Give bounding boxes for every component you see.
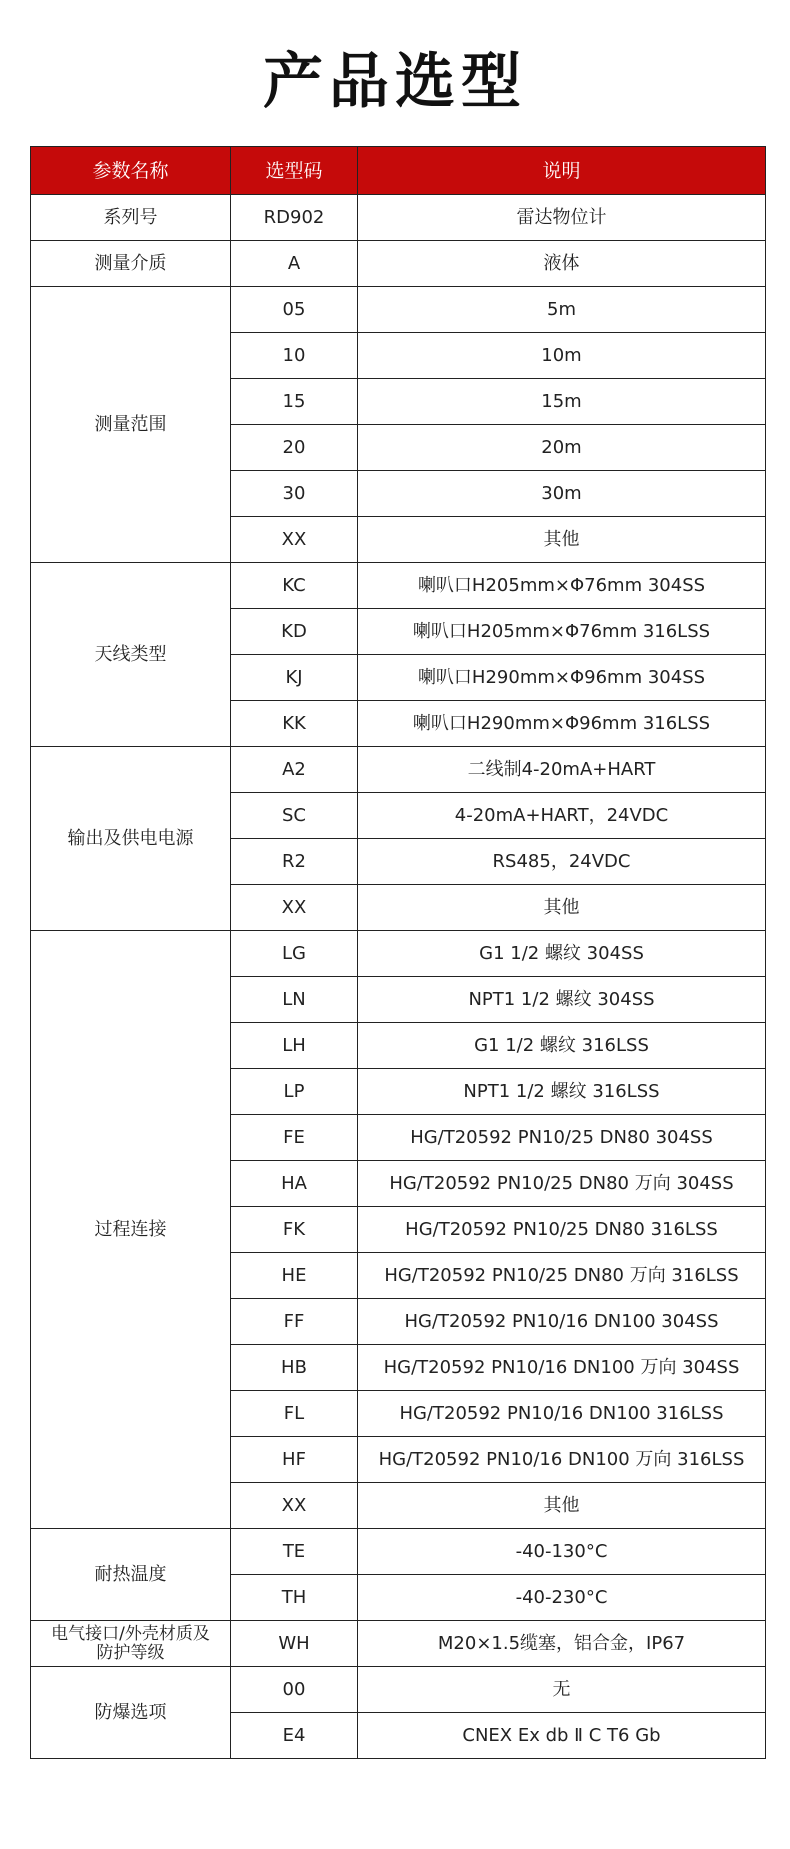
description-cell: 4-20mA+HART，24VDC — [358, 793, 766, 839]
param-name-cell: 过程连接 — [31, 931, 231, 1529]
param-name-cell — [31, 1621, 231, 1667]
description-cell: -40-130°C — [358, 1529, 766, 1575]
model-code-cell: RD902 — [231, 195, 358, 241]
model-code-cell: 15 — [231, 379, 358, 425]
param-name-cell: 天线类型 — [31, 563, 231, 747]
model-code-cell: FK — [231, 1207, 358, 1253]
model-code-cell: TH — [231, 1575, 358, 1621]
description-cell: 15m — [358, 379, 766, 425]
model-code-cell: 20 — [231, 425, 358, 471]
description-cell: 30m — [358, 471, 766, 517]
description-cell: G1 1/2 螺纹 316LSS — [358, 1023, 766, 1069]
product-selection-table — [30, 146, 766, 1759]
description-cell: 其他 — [358, 885, 766, 931]
model-code-cell: WH — [231, 1621, 358, 1667]
table-row — [31, 1621, 766, 1667]
model-code-cell: 30 — [231, 471, 358, 517]
table-body — [31, 195, 766, 1759]
description-cell: 10m — [358, 333, 766, 379]
description-cell: 喇叭口H205mm×Φ76mm 304SS — [358, 563, 766, 609]
description-cell: HG/T20592 PN10/25 DN80 304SS — [358, 1115, 766, 1161]
model-code-cell: FL — [231, 1391, 358, 1437]
table-row — [31, 563, 766, 609]
model-code-cell: A2 — [231, 747, 358, 793]
description-cell: 无 — [358, 1667, 766, 1713]
description-cell: M20×1.5缆塞，铝合金，IP67 — [358, 1621, 766, 1667]
param-name-line: 防护等级 — [96, 1642, 165, 1663]
param-name-cell: 输出及供电电源 — [31, 747, 231, 931]
model-code-cell: SC — [231, 793, 358, 839]
description-cell: RS485，24VDC — [358, 839, 766, 885]
model-code-cell: HB — [231, 1345, 358, 1391]
description-cell: HG/T20592 PN10/25 DN80 316LSS — [358, 1207, 766, 1253]
model-code-cell: HE — [231, 1253, 358, 1299]
description-cell: HG/T20592 PN10/25 DN80 万向 316LSS — [358, 1253, 766, 1299]
description-cell: 二线制4-20mA+HART — [358, 747, 766, 793]
description-cell: -40-230°C — [358, 1575, 766, 1621]
description-cell: 其他 — [358, 517, 766, 563]
param-name-cell: 系列号 — [31, 195, 231, 241]
table-row — [31, 747, 766, 793]
model-code-cell: LG — [231, 931, 358, 977]
param-name-cell: 防爆选项 — [31, 1667, 231, 1759]
table-row — [31, 1667, 766, 1713]
table-row — [31, 1529, 766, 1575]
model-code-cell: FE — [231, 1115, 358, 1161]
model-code-cell: XX — [231, 517, 358, 563]
description-cell: 液体 — [358, 241, 766, 287]
description-cell: G1 1/2 螺纹 304SS — [358, 931, 766, 977]
description-cell: 5m — [358, 287, 766, 333]
description-cell: HG/T20592 PN10/16 DN100 304SS — [358, 1299, 766, 1345]
description-cell: 喇叭口H205mm×Φ76mm 316LSS — [358, 609, 766, 655]
param-name-cell: 测量介质 — [31, 241, 231, 287]
table-row — [31, 241, 766, 287]
description-cell: NPT1 1/2 螺纹 304SS — [358, 977, 766, 1023]
param-name-cell: 测量范围 — [31, 287, 231, 563]
table-row — [31, 195, 766, 241]
model-code-cell: 10 — [231, 333, 358, 379]
model-code-cell: A — [231, 241, 358, 287]
header-model-code: 选型码 — [231, 147, 358, 195]
model-code-cell: KJ — [231, 655, 358, 701]
model-code-cell: 00 — [231, 1667, 358, 1713]
model-code-cell: XX — [231, 1483, 358, 1529]
description-cell: NPT1 1/2 螺纹 316LSS — [358, 1069, 766, 1115]
description-cell: CNEX Ex db Ⅱ C T6 Gb — [358, 1713, 766, 1759]
model-code-cell: TE — [231, 1529, 358, 1575]
model-code-cell: KD — [231, 609, 358, 655]
header-param-name: 参数名称 — [31, 147, 231, 195]
page-title: 产品选型 — [263, 47, 527, 117]
model-code-cell: XX — [231, 885, 358, 931]
description-cell: HG/T20592 PN10/25 DN80 万向 304SS — [358, 1161, 766, 1207]
model-code-cell: LP — [231, 1069, 358, 1115]
model-code-cell: FF — [231, 1299, 358, 1345]
model-code-cell: 05 — [231, 287, 358, 333]
table-header-row — [31, 147, 766, 195]
description-cell: HG/T20592 PN10/16 DN100 万向 304SS — [358, 1345, 766, 1391]
model-code-cell: HA — [231, 1161, 358, 1207]
description-cell: 喇叭口H290mm×Φ96mm 316LSS — [358, 701, 766, 747]
model-code-cell: LH — [231, 1023, 358, 1069]
description-cell: 喇叭口H290mm×Φ96mm 304SS — [358, 655, 766, 701]
description-cell: HG/T20592 PN10/16 DN100 万向 316LSS — [358, 1437, 766, 1483]
param-name-line: 电气接口/外壳材质及 — [51, 1623, 210, 1644]
model-code-cell: HF — [231, 1437, 358, 1483]
model-code-cell: KC — [231, 563, 358, 609]
description-cell: 20m — [358, 425, 766, 471]
param-name-cell: 耐热温度 — [31, 1529, 231, 1621]
description-cell: 雷达物位计 — [358, 195, 766, 241]
header-description: 说明 — [358, 147, 766, 195]
model-code-cell: LN — [231, 977, 358, 1023]
description-cell: HG/T20592 PN10/16 DN100 316LSS — [358, 1391, 766, 1437]
model-code-cell: KK — [231, 701, 358, 747]
table-row — [31, 287, 766, 333]
model-code-cell: E4 — [231, 1713, 358, 1759]
table-row — [31, 931, 766, 977]
description-cell: 其他 — [358, 1483, 766, 1529]
model-code-cell: R2 — [231, 839, 358, 885]
